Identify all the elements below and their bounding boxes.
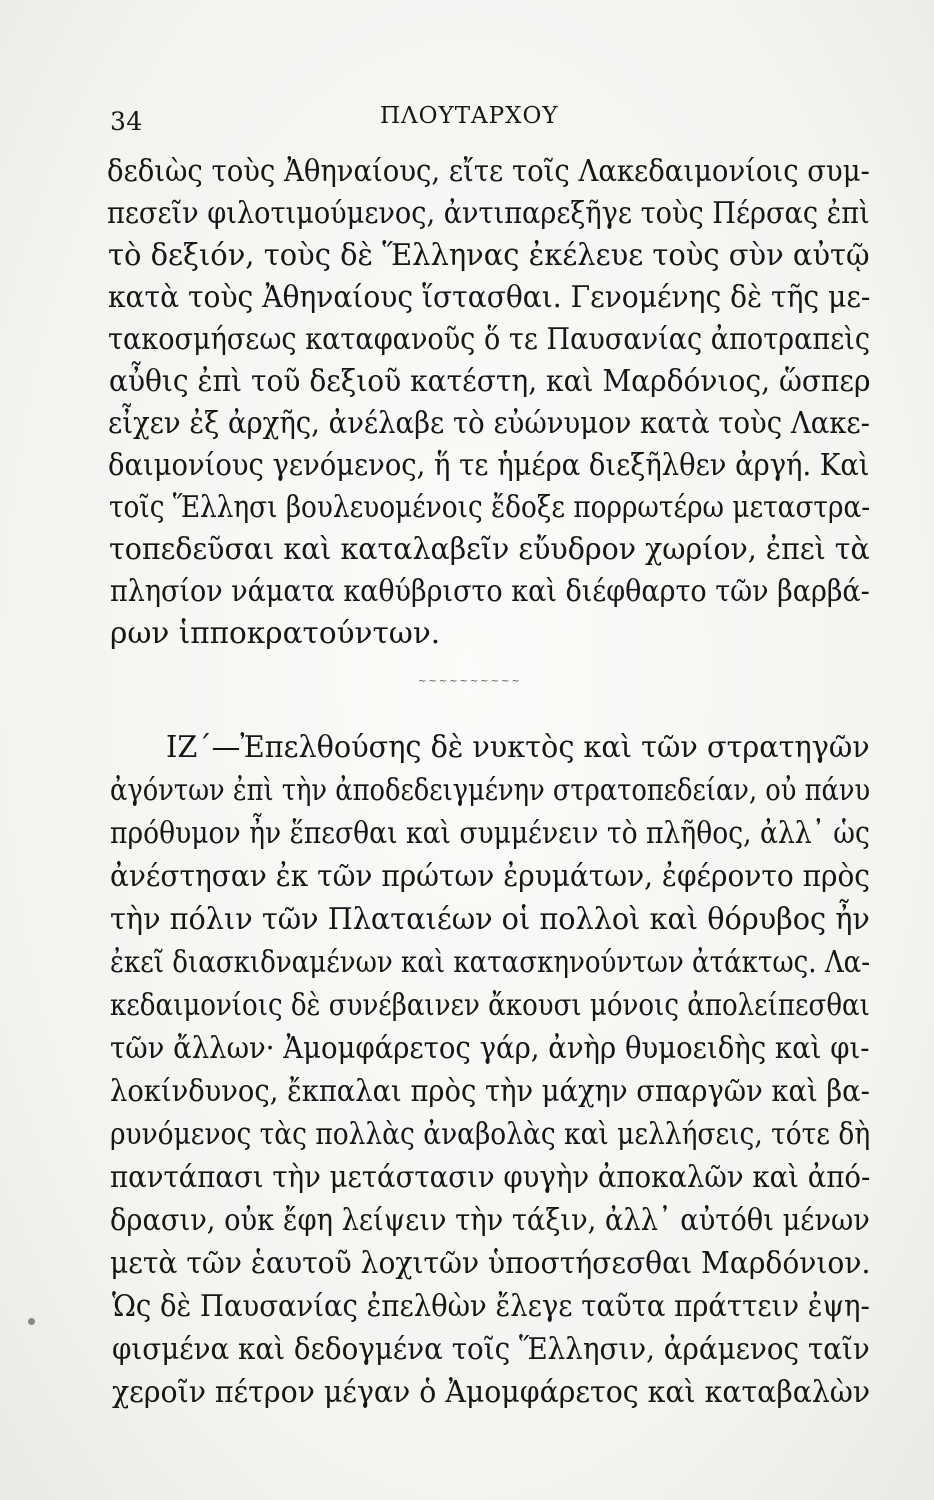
text-line: ρων ἱπποκρατούντων. <box>110 616 441 650</box>
text-line: πρόθυμον ἦν ἕπεσθαι καὶ συμμένειν τὸ πλῆθος, ἀλλ᾽ ὡς <box>110 816 870 850</box>
text-line: φισμένα καὶ δεδογμένα τοῖς Ἕλλησιν, ἀράμενος ταῖν <box>112 1332 870 1366</box>
text-line: μετὰ τῶν ἑαυτοῦ λοχιτῶν ὑποστήσεσθαι Μαρδόνιον. <box>110 1246 871 1280</box>
text-line: ἐκεῖ διασκιδναμένων καὶ κατασκηνούντων ἀτάκτως. Λα- <box>110 945 871 979</box>
text-line: τῶν ἄλλων· Ἀμομφάρετος γάρ, ἀνὴρ θυμοειδὴς καὶ φι- <box>110 1031 870 1065</box>
text-line: τακοσμήσεως καταφανοῦς ὅ τε Παυσανίας ἀποτραπεὶς <box>108 322 871 356</box>
text-line: ἀγόντων ἐπὶ τὴν ἀποδεδειγμένην στρατοπεδείαν, οὐ πάνυ <box>110 773 871 807</box>
text-line: κεδαιμονίοις δὲ συνέβαινεν ἄκουσι μόνοις ἀπολείπεσθαι <box>110 988 870 1022</box>
text-line: παντάπασι τὴν μετάστασιν φυγὴν ἀποκαλῶν καὶ ἀπό- <box>110 1160 871 1194</box>
text-line: δεδιὼς τοὺς Ἀθηναίους, εἴτε τοῖς Λακεδαιμονίοις συμ- <box>107 154 870 188</box>
page-number: 34 <box>110 107 143 136</box>
text-line: δρασιν, οὐκ ἔφη λείψειν τὴν τάξιν, ἀλλ᾽ αὐτόθι μένων <box>110 1203 870 1237</box>
text-line: Ὡς δὲ Παυσανίας ἐπελθὼν ἔλεγε ταῦτα πράττειν ἐψη- <box>112 1289 870 1323</box>
text-line: ΙΖ΄—Ἐπελθούσης δὲ νυκτὸς καὶ τῶν στρατηγῶν <box>166 730 870 764</box>
text-line: τοπεδεῦσαι καὶ καταλαβεῖν εὔυδρον χωρίον, ἐπεὶ τὰ <box>109 532 870 566</box>
text-line: ρυνόμενος τὰς πολλὰς ἀναβολὰς καὶ μελλήσεις, τότε δὴ <box>110 1117 871 1151</box>
text-line: τοῖς Ἕλλησι βουλευομένοις ἔδοξε πορρωτέρω μεταστρα- <box>109 490 871 524</box>
text-line: ἀνέστησαν ἐκ τῶν πρώτων ἐρυμάτων, ἐφέροντο πρὸς <box>110 859 870 893</box>
text-line: αὖθις ἐπὶ τοῦ δεξιοῦ κατέστη, καὶ Μαρδόνιος, ὥσπερ <box>109 364 871 398</box>
text-line: τὸ δεξιόν, τοὺς δὲ Ἕλληνας ἐκέλευε τοὺς σὺν αὐτῷ <box>108 238 870 272</box>
text-line: πλησίον νάματα καθύβριστο καὶ διέφθαρτο τῶν βαρβά- <box>110 574 870 608</box>
text-line: χεροῖν πέτρον μέγαν ὁ Ἀμομφάρετος καὶ καταβαλὼν <box>112 1375 871 1409</box>
text-line: εἶχεν ἐξ ἀρχῆς, ἀνέλαβε τὸ εὐώνυμον κατὰ τοὺς Λακε- <box>108 406 870 440</box>
text-line: λοκίνδυνος, ἔκπαλαι πρὸς τὴν μάχην σπαργῶν καὶ βα- <box>110 1074 870 1108</box>
section-divider-ornament: ∼∼∼∼∼∼∼∼∼∼ <box>418 676 522 687</box>
running-title: ΠΛΟΥΤΑΡΧΟΥ <box>380 103 559 129</box>
text-line: τὴν πόλιν τῶν Πλαταιέων οἱ πολλοὶ καὶ θόρυβος ἦν <box>110 902 870 936</box>
text-line: πεσεῖν φιλοτιμούμενος, ἀντιπαρεξῆγε τοὺς Πέρσας ἐπὶ <box>107 196 870 230</box>
text-line: κατὰ τοὺς Ἀθηναίους ἵστασθαι. Γενομένης δὲ τῆς με- <box>108 280 871 314</box>
margin-dot <box>28 1318 35 1325</box>
text-line: δαιμονίους γενόμενος, ἥ τε ἡμέρα διεξῆλθεν ἀργή. Καὶ <box>108 448 870 482</box>
